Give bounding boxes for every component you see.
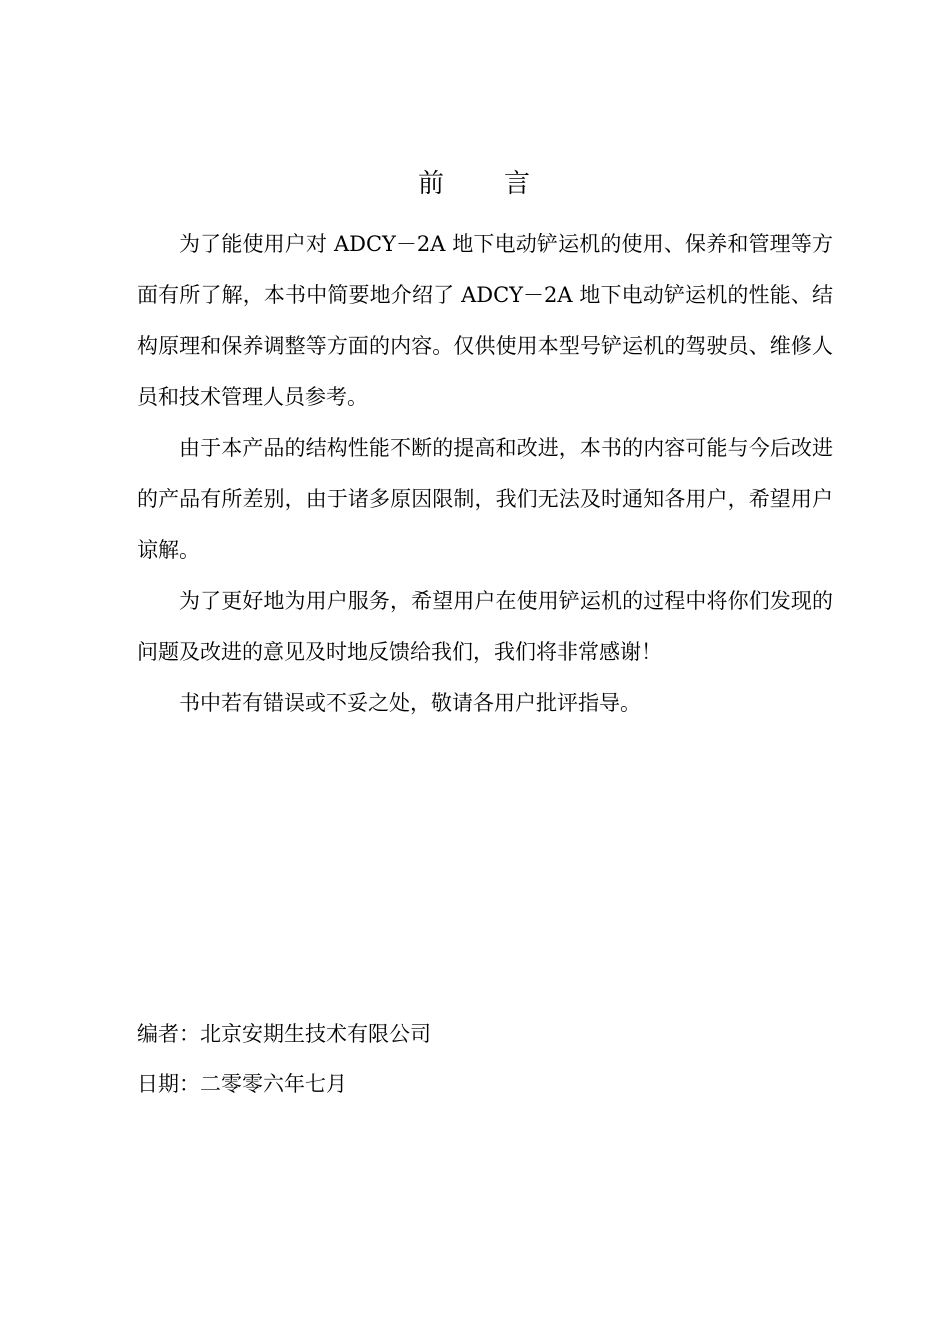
- paragraph-1: 为了能使用户对 ADCY－2A 地下电动铲运机的使用、保养和管理等方面有所了解，本书中简要地介绍了 ADCY－2A 地下电动铲运机的性能、结构原理和保养调整等方面的内容。仅供使用本型号铲运机的驾驶员、维修人员和技术管理人员参考。: [137, 232, 833, 409]
- paragraph-2: 由于本产品的结构性能不断的提高和改进，本书的内容可能与今后改进的产品有所差别，由于诸多原因限制，我们无法及时通知各用户，希望用户谅解。: [137, 436, 833, 562]
- page-title: [0, 164, 950, 204]
- date-line: 日期：二零零六年七月: [137, 1072, 347, 1096]
- paragraph-3: 为了更好地为用户服务，希望用户在使用铲运机的过程中将你们发现的问题及改进的意见及时地反馈给我们，我们将非常感谢！: [137, 589, 833, 664]
- paragraph-4: 书中若有错误或不妥之处，敬请各用户批评指导。: [179, 691, 641, 715]
- preface-body: [137, 219, 833, 729]
- editor-line: 编者：北京安期生技术有限公司: [137, 1022, 431, 1046]
- title-char-1: 前: [417, 169, 446, 199]
- title-char-2: 言: [504, 169, 533, 199]
